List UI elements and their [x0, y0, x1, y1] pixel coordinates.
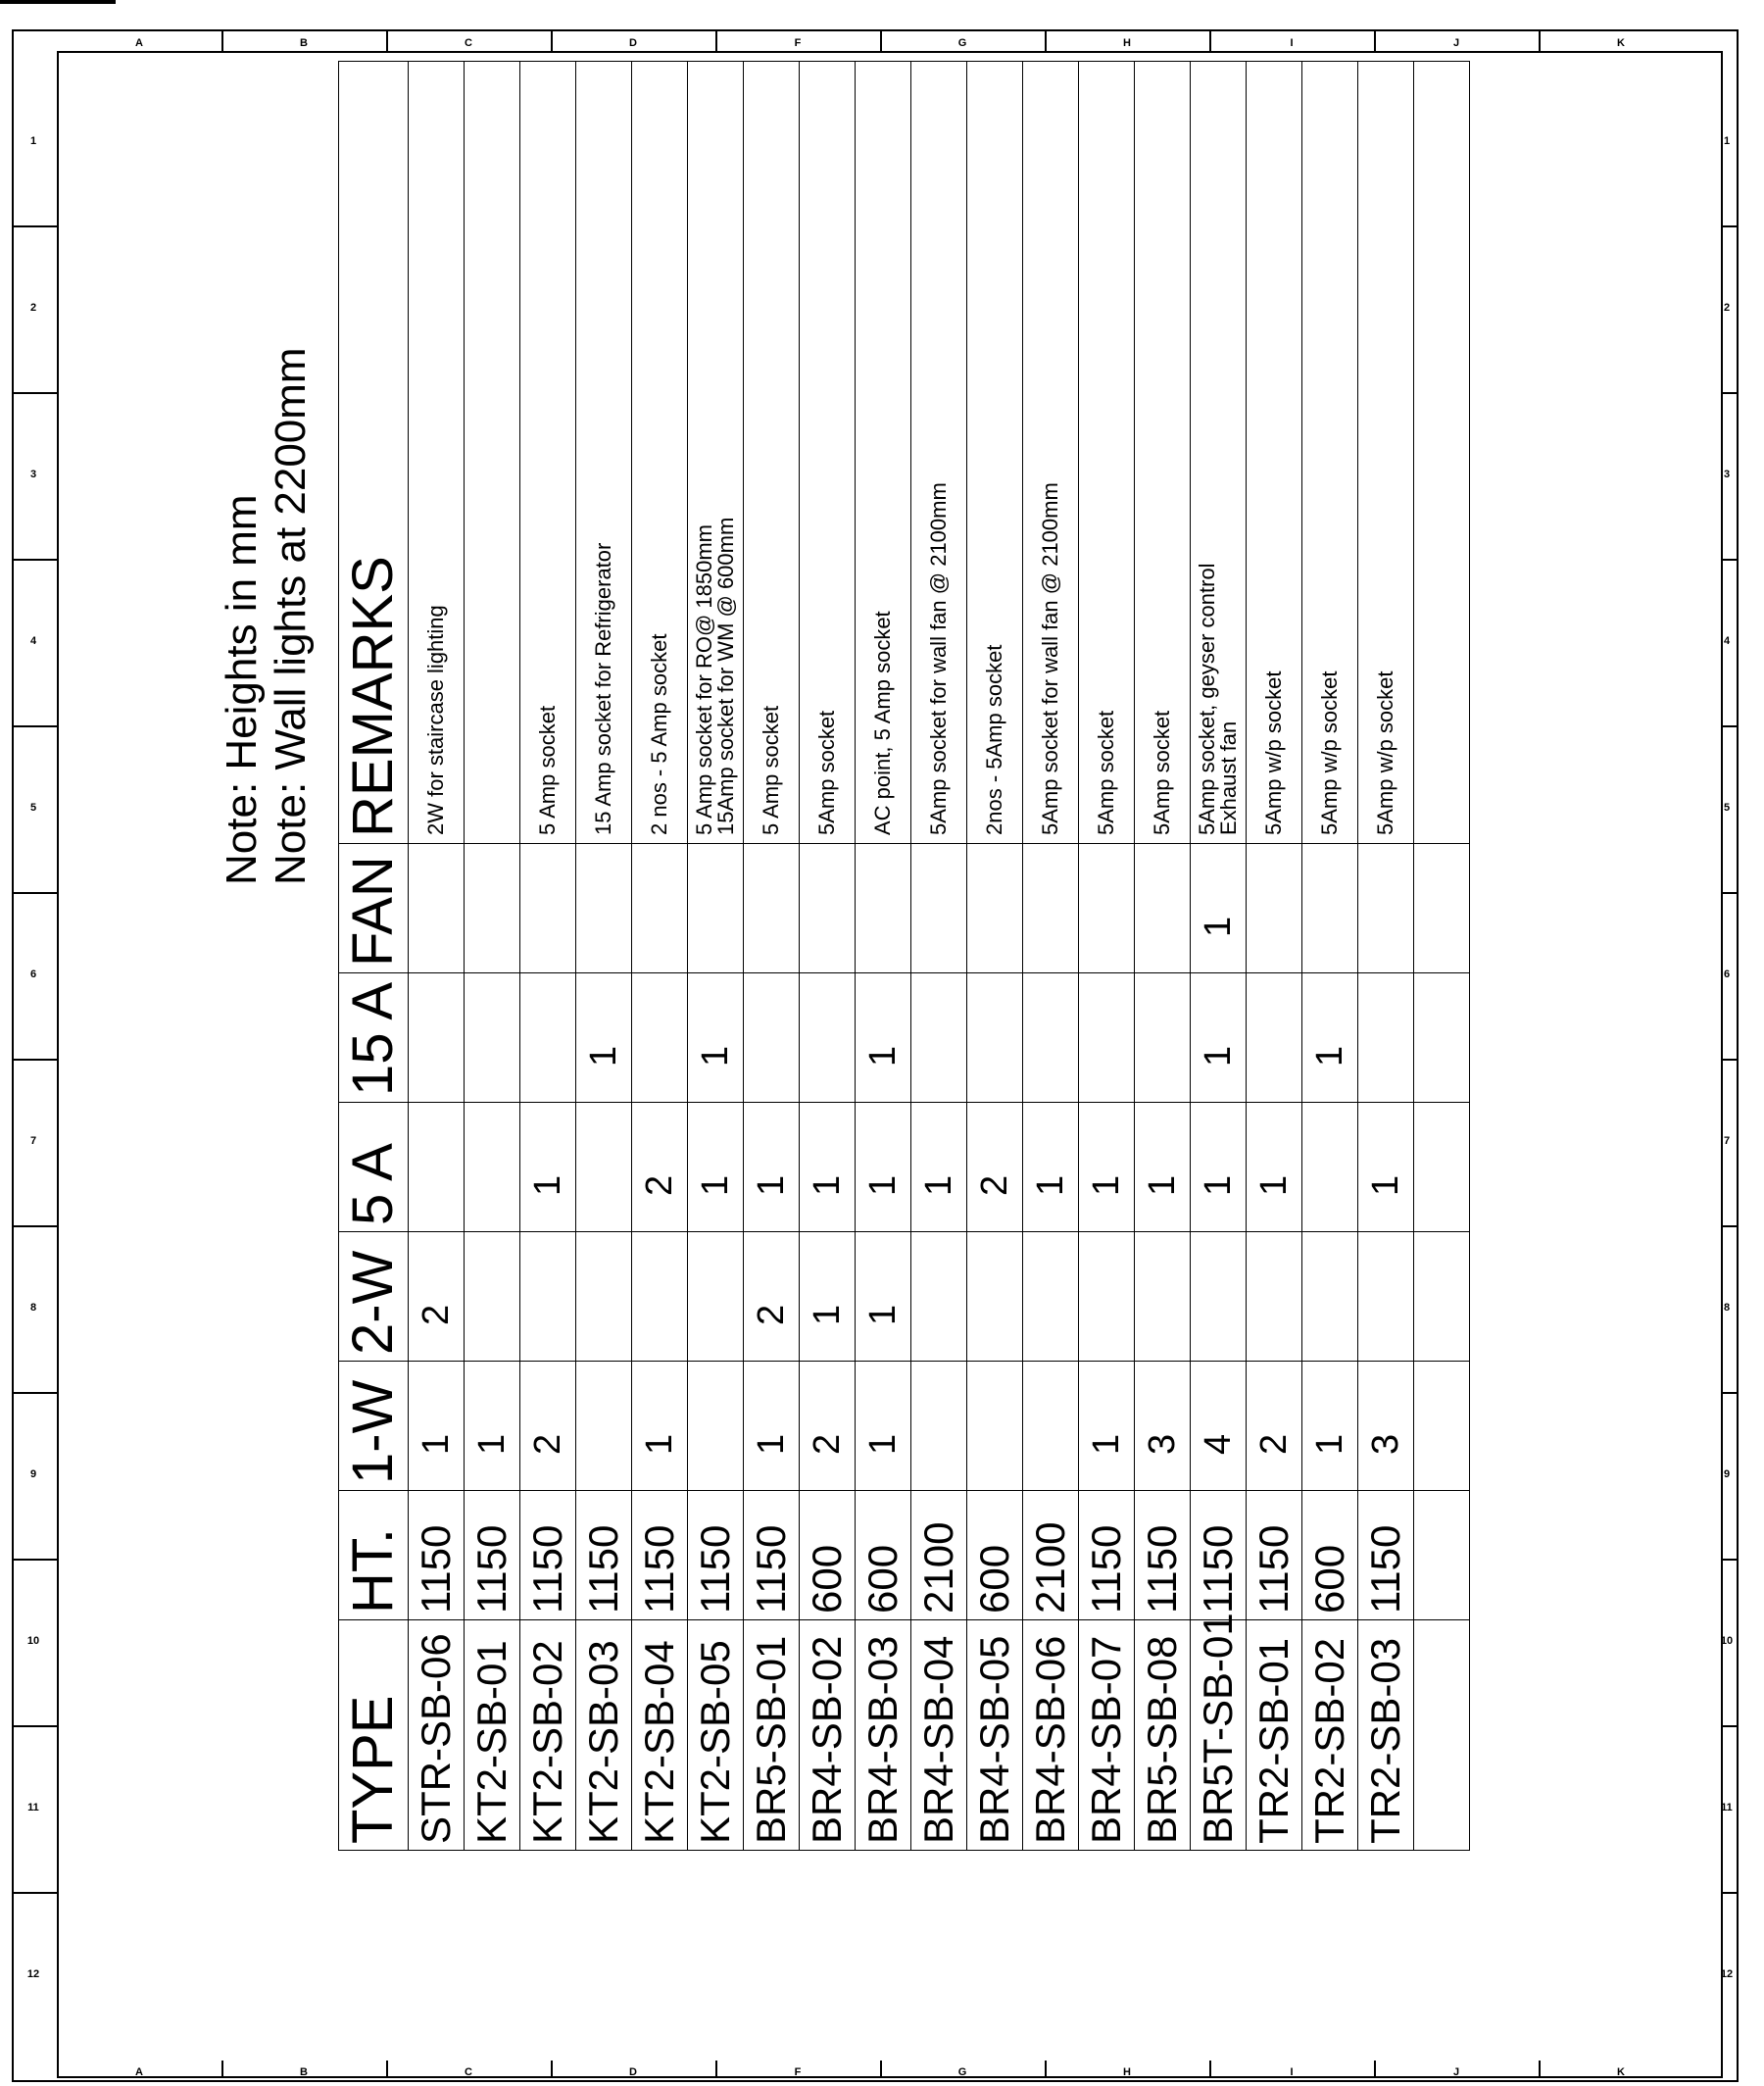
table-row — [576, 62, 632, 1851]
cell-2-way: 2 — [744, 1232, 800, 1362]
cell-height: 1150 — [1135, 1491, 1191, 1620]
left-zone-number: 11 — [27, 1802, 39, 1813]
right-zone-number: 10 — [1720, 1635, 1734, 1647]
cell-1-way: 1 — [632, 1362, 688, 1491]
cell-remarks — [688, 62, 744, 844]
table-row — [1191, 62, 1247, 1851]
table-row — [688, 62, 744, 1851]
cell-1-way: 1 — [744, 1362, 800, 1491]
right-zone-number: 12 — [1720, 1968, 1734, 1980]
cell-fan — [409, 844, 465, 973]
cell-type: KT2-SB-04 — [632, 1620, 688, 1851]
cell-15-amp — [744, 973, 800, 1103]
cell-type — [1414, 1620, 1470, 1851]
left-zone-number: 9 — [29, 1468, 37, 1480]
cell-1-way: 1 — [1302, 1362, 1358, 1491]
header-remarks: REMARKS — [339, 62, 409, 844]
cell-5-amp — [465, 1103, 520, 1232]
cell-5-amp: 1 — [1358, 1103, 1414, 1232]
table-row — [744, 62, 800, 1851]
cell-2-way — [1079, 1232, 1135, 1362]
cell-1-way: 3 — [1135, 1362, 1191, 1491]
cell-5-amp: 1 — [800, 1103, 856, 1232]
cell-fan — [856, 844, 911, 973]
cell-15-amp — [967, 973, 1023, 1103]
cell-type: BR4-SB-05 — [967, 1620, 1023, 1851]
remarks-line-1: 2nos - 5Amp socket — [982, 644, 1006, 835]
cell-2-way — [967, 1232, 1023, 1362]
cell-type: BR5-SB-01 — [744, 1620, 800, 1851]
cell-height: 1150 — [1079, 1491, 1135, 1620]
cell-5-amp: 1 — [1023, 1103, 1079, 1232]
cell-remarks — [1079, 62, 1135, 844]
cell-5-amp: 2 — [967, 1103, 1023, 1232]
top-zone-letter: G — [957, 37, 967, 49]
cell-remarks — [1191, 62, 1247, 844]
cell-2-way — [465, 1232, 520, 1362]
cell-15-amp — [1135, 973, 1191, 1103]
cell-remarks — [911, 62, 967, 844]
right-zone-number: 3 — [1723, 469, 1731, 480]
bottom-zone-letter: A — [135, 2066, 143, 2078]
cell-height: 1150 — [576, 1491, 632, 1620]
header-type: TYPE — [339, 1620, 409, 1851]
bottom-zone-letter: F — [794, 2066, 802, 2078]
table-row — [1414, 62, 1470, 1851]
header-height: HT. — [339, 1491, 409, 1620]
top-zone-letter: H — [1123, 37, 1131, 49]
cell-2-way — [1302, 1232, 1358, 1362]
cell-fan — [520, 844, 576, 973]
cell-15-amp — [632, 973, 688, 1103]
cell-remarks — [632, 62, 688, 844]
cell-fan — [465, 844, 520, 973]
cell-height: 1150 — [409, 1491, 465, 1620]
cell-type: KT2-SB-03 — [576, 1620, 632, 1851]
cell-5-amp — [409, 1103, 465, 1232]
cell-fan — [744, 844, 800, 973]
left-zone-number: 5 — [29, 802, 37, 814]
cell-2-way — [520, 1232, 576, 1362]
cell-fan — [632, 844, 688, 973]
cell-15-amp — [1023, 973, 1079, 1103]
cell-2-way — [632, 1232, 688, 1362]
cell-type: KT2-SB-02 — [520, 1620, 576, 1851]
cell-1-way — [967, 1362, 1023, 1491]
cell-1-way — [688, 1362, 744, 1491]
cell-5-amp: 1 — [744, 1103, 800, 1232]
cell-15-amp — [1358, 973, 1414, 1103]
bottom-zone-letter: I — [1290, 2066, 1294, 2078]
top-zone-letter: C — [465, 37, 472, 49]
header-5-amp: 5 A — [339, 1103, 409, 1232]
remarks-line-1: 2W for staircase lighting — [423, 605, 448, 835]
cell-1-way: 1 — [465, 1362, 520, 1491]
remarks-line-1: 5Amp w/p socket — [1317, 670, 1342, 835]
table-row — [1358, 62, 1414, 1851]
cell-fan — [1023, 844, 1079, 973]
cell-height: 1150 — [465, 1491, 520, 1620]
top-zone-letter: K — [1617, 37, 1625, 49]
remarks-line-1: 5Amp w/p socket — [1373, 670, 1397, 835]
remarks-line-1: 5 Amp socket — [535, 705, 560, 835]
cell-remarks — [1247, 62, 1302, 844]
cell-5-amp: 1 — [1247, 1103, 1302, 1232]
cell-1-way: 2 — [800, 1362, 856, 1491]
cell-type: KT2-SB-01 — [465, 1620, 520, 1851]
remarks-line-1: 5Amp socket — [1150, 710, 1174, 835]
cell-height: 1150 — [1247, 1491, 1302, 1620]
cell-5-amp — [1302, 1103, 1358, 1232]
cell-1-way: 1 — [1079, 1362, 1135, 1491]
cell-15-amp — [409, 973, 465, 1103]
cell-type: BR5-SB-08 — [1135, 1620, 1191, 1851]
cell-height: 1150 — [1358, 1491, 1414, 1620]
cell-fan — [1135, 844, 1191, 973]
right-zone-number: 8 — [1723, 1302, 1731, 1314]
remarks-line-1: 5Amp w/p socket — [1261, 670, 1286, 835]
table-row — [632, 62, 688, 1851]
cell-fan — [1414, 844, 1470, 973]
note-heights: Note: Heights in mm — [218, 494, 266, 885]
cell-remarks — [856, 62, 911, 844]
table-row — [520, 62, 576, 1851]
cell-5-amp — [576, 1103, 632, 1232]
header-1-way: 1-W — [339, 1362, 409, 1491]
cell-2-way — [576, 1232, 632, 1362]
left-zone-number: 4 — [29, 635, 37, 647]
cell-2-way: 1 — [856, 1232, 911, 1362]
cell-height: 1150 — [632, 1491, 688, 1620]
right-zone-number: 2 — [1723, 302, 1731, 314]
cell-15-amp: 1 — [576, 973, 632, 1103]
cell-15-amp: 1 — [856, 973, 911, 1103]
remarks-line-1: 5Amp socket for wall fan @ 2100mm — [926, 482, 951, 835]
cell-height: 600 — [1302, 1491, 1358, 1620]
table-header-row — [339, 62, 409, 1851]
left-zone-number: 7 — [29, 1135, 37, 1147]
header-15-amp: 15 A — [339, 973, 409, 1103]
left-zone-number: 1 — [29, 135, 37, 147]
header-2-way: 2-W — [339, 1232, 409, 1362]
bottom-zone-letter: H — [1123, 2066, 1131, 2078]
cell-2-way — [1191, 1232, 1247, 1362]
cell-15-amp: 1 — [1302, 973, 1358, 1103]
table-row — [856, 62, 911, 1851]
table-row — [967, 62, 1023, 1851]
cell-height: 1150 — [520, 1491, 576, 1620]
cell-type: BR5T-SB-01 — [1191, 1620, 1247, 1851]
remarks-line-1: 5Amp socket, geyser control — [1195, 563, 1219, 835]
remarks-line-1: 5 Amp socket for RO@ 1850mm — [692, 523, 716, 835]
remarks-line-1: 5Amp socket — [814, 710, 839, 835]
cell-type: TR2-SB-03 — [1358, 1620, 1414, 1851]
top-zone-letter: F — [794, 37, 802, 49]
cell-remarks — [800, 62, 856, 844]
note-wall-lights: Note: Wall lights at 2200mm — [267, 347, 315, 885]
cell-type: BR4-SB-03 — [856, 1620, 911, 1851]
table-row — [1135, 62, 1191, 1851]
cell-5-amp: 2 — [632, 1103, 688, 1232]
cell-1-way — [576, 1362, 632, 1491]
cell-15-amp — [1414, 973, 1470, 1103]
left-zone-number: 8 — [29, 1302, 37, 1314]
cell-15-amp — [800, 973, 856, 1103]
bottom-zone-letter: G — [957, 2066, 967, 2078]
cell-5-amp: 1 — [520, 1103, 576, 1232]
cell-5-amp: 1 — [1135, 1103, 1191, 1232]
cell-1-way: 4 — [1191, 1362, 1247, 1491]
cell-height: 2100 — [1023, 1491, 1079, 1620]
cell-height: 1150 — [688, 1491, 744, 1620]
cell-type: BR4-SB-07 — [1079, 1620, 1135, 1851]
right-zone-number: 7 — [1723, 1135, 1731, 1147]
remarks-line-2: Exhaust fan — [1216, 720, 1241, 835]
left-zone-number: 2 — [29, 302, 37, 314]
switchboard-schedule-table — [338, 61, 1470, 1851]
right-zone-number: 1 — [1723, 135, 1731, 147]
cell-fan — [1079, 844, 1135, 973]
bottom-zone-letter: C — [465, 2066, 472, 2078]
cell-fan — [1302, 844, 1358, 973]
cell-1-way: 3 — [1358, 1362, 1414, 1491]
cell-fan: 1 — [1191, 844, 1247, 973]
cell-1-way — [1414, 1362, 1470, 1491]
right-zone-number: 4 — [1723, 635, 1731, 647]
remarks-line-2: 15Amp socket for WM @ 600mm — [713, 517, 738, 835]
right-zone-number: 11 — [1721, 1802, 1733, 1813]
top-zone-letter: B — [300, 37, 308, 49]
remarks-line-1: 15 Amp socket for Refrigerator — [591, 542, 615, 835]
cell-2-way: 2 — [409, 1232, 465, 1362]
cell-2-way — [1135, 1232, 1191, 1362]
left-zone-number: 12 — [26, 1968, 40, 1980]
cell-5-amp: 1 — [688, 1103, 744, 1232]
header-fan: FAN — [339, 844, 409, 973]
top-zone-letter: J — [1452, 37, 1460, 49]
cell-type: TR2-SB-01 — [1247, 1620, 1302, 1851]
cell-5-amp: 1 — [856, 1103, 911, 1232]
cell-fan — [967, 844, 1023, 973]
cell-15-amp — [911, 973, 967, 1103]
left-zone-number: 3 — [29, 469, 37, 480]
cell-remarks — [465, 62, 520, 844]
cell-height: 600 — [800, 1491, 856, 1620]
cell-remarks — [1023, 62, 1079, 844]
table-row — [409, 62, 465, 1851]
cell-remarks — [1414, 62, 1470, 844]
cell-1-way: 2 — [520, 1362, 576, 1491]
remarks-line-1: 5 Amp socket — [759, 705, 783, 835]
cell-type: STR-SB-06 — [409, 1620, 465, 1851]
cell-15-amp — [465, 973, 520, 1103]
remarks-line-1: 2 nos - 5 Amp socket — [647, 633, 671, 835]
table-row — [1079, 62, 1135, 1851]
table-row — [1247, 62, 1302, 1851]
cell-15-amp — [520, 973, 576, 1103]
cell-type: BR4-SB-04 — [911, 1620, 967, 1851]
cell-2-way — [1247, 1232, 1302, 1362]
cell-height: 1150 — [744, 1491, 800, 1620]
cell-height: 600 — [856, 1491, 911, 1620]
cell-2-way — [911, 1232, 967, 1362]
cell-fan — [576, 844, 632, 973]
cell-fan — [911, 844, 967, 973]
cell-type: KT2-SB-05 — [688, 1620, 744, 1851]
cell-1-way: 1 — [409, 1362, 465, 1491]
cell-remarks — [1358, 62, 1414, 844]
cell-fan — [1247, 844, 1302, 973]
cell-15-amp: 1 — [1191, 973, 1247, 1103]
cell-5-amp: 1 — [911, 1103, 967, 1232]
cell-height — [1414, 1491, 1470, 1620]
top-zone-letter: I — [1290, 37, 1294, 49]
right-zone-number: 5 — [1723, 802, 1731, 814]
cell-2-way — [1023, 1232, 1079, 1362]
cell-fan — [1358, 844, 1414, 973]
table-row — [1023, 62, 1079, 1851]
bottom-zone-letter: D — [629, 2066, 637, 2078]
cell-fan — [800, 844, 856, 973]
cell-1-way: 2 — [1247, 1362, 1302, 1491]
remarks-line-1: 5Amp socket — [1094, 710, 1118, 835]
top-zone-letter: D — [629, 37, 637, 49]
right-zone-number: 9 — [1723, 1468, 1731, 1480]
cell-height: 600 — [967, 1491, 1023, 1620]
left-zone-number: 6 — [29, 968, 37, 980]
cell-remarks — [576, 62, 632, 844]
cell-type: TR2-SB-02 — [1302, 1620, 1358, 1851]
bottom-zone-letter: K — [1617, 2066, 1625, 2078]
cell-remarks — [1135, 62, 1191, 844]
remarks-line-1: AC point, 5 Amp socket — [870, 611, 895, 835]
top-zone-letter: A — [135, 37, 143, 49]
cell-2-way — [688, 1232, 744, 1362]
cell-remarks — [1302, 62, 1358, 844]
bottom-zone-letter: J — [1452, 2066, 1460, 2078]
cell-15-amp: 1 — [688, 973, 744, 1103]
cell-2-way: 1 — [800, 1232, 856, 1362]
table-row — [465, 62, 520, 1851]
cell-type: BR4-SB-02 — [800, 1620, 856, 1851]
cell-5-amp — [1414, 1103, 1470, 1232]
cell-remarks — [520, 62, 576, 844]
cell-5-amp: 1 — [1191, 1103, 1247, 1232]
cell-remarks — [744, 62, 800, 844]
cell-remarks — [409, 62, 465, 844]
cell-fan — [688, 844, 744, 973]
cell-height: 1150 — [1191, 1491, 1247, 1620]
bottom-zone-letter: B — [300, 2066, 308, 2078]
cell-15-amp — [1079, 973, 1135, 1103]
left-zone-number: 10 — [26, 1635, 40, 1647]
cell-1-way: 1 — [856, 1362, 911, 1491]
remarks-line-1: 5Amp socket for wall fan @ 2100mm — [1038, 482, 1062, 835]
cell-5-amp: 1 — [1079, 1103, 1135, 1232]
cell-15-amp — [1247, 973, 1302, 1103]
right-zone-number: 6 — [1723, 968, 1731, 980]
cell-1-way — [1023, 1362, 1079, 1491]
table-row — [911, 62, 967, 1851]
table-row — [800, 62, 856, 1851]
cell-2-way — [1358, 1232, 1414, 1362]
cell-type: BR4-SB-06 — [1023, 1620, 1079, 1851]
cell-2-way — [1414, 1232, 1470, 1362]
table-row — [1302, 62, 1358, 1851]
cell-height: 2100 — [911, 1491, 967, 1620]
cell-remarks — [967, 62, 1023, 844]
cell-1-way — [911, 1362, 967, 1491]
